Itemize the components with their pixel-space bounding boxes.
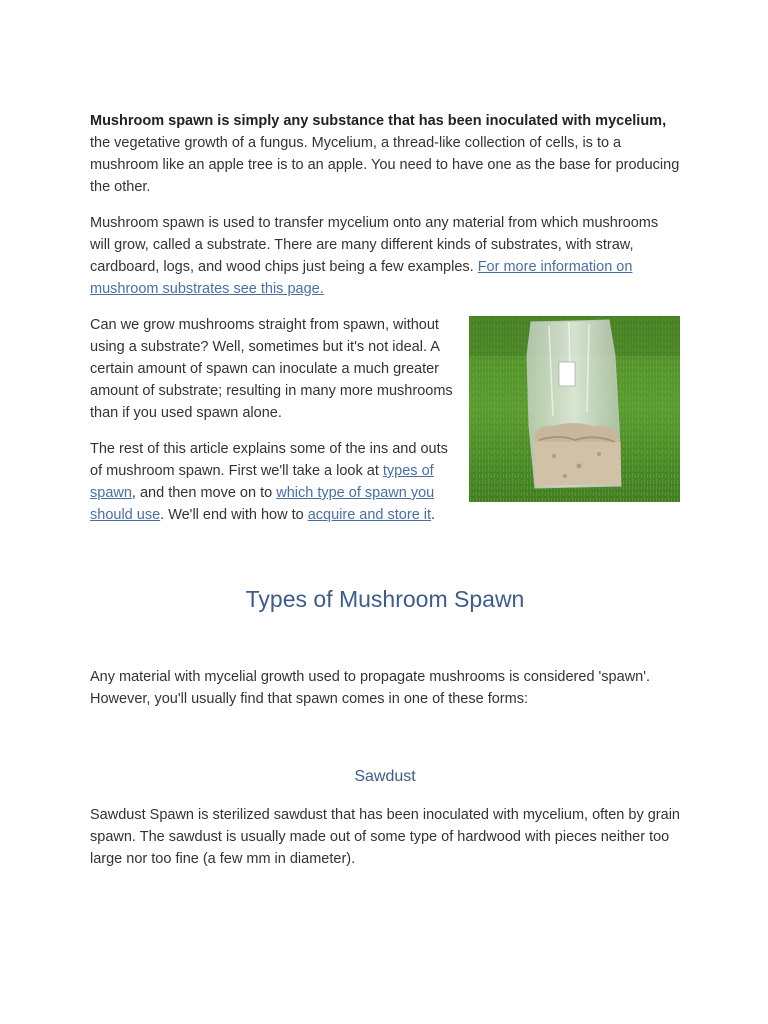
types-heading: Types of Mushroom Spawn xyxy=(245,586,525,612)
overview-text-3: . We'll end with how to xyxy=(160,507,308,523)
spawn-bag-image xyxy=(469,316,680,502)
sawdust-heading: Sawdust xyxy=(354,768,416,785)
intro-bold-lead: Mushroom spawn is simply any substance that has been inoculated with mycelium, xyxy=(90,113,667,129)
substrate-text: Mushroom spawn is used to transfer mycelium onto any material from which mushrooms will grow, called a substrate. There are many different kinds of substrates, with straw, cardboard, logs, and wood chips just being a few examples. xyxy=(90,215,659,275)
sawdust-paragraph: Sawdust Spawn is sterilized sawdust that has been inoculated with mycelium, often by grain spawn. The sawdust is usually made out of some type of hardwood with pieces neither too large nor too fine (a few mm in diameter). xyxy=(90,807,680,867)
spawn-bag-photo xyxy=(469,316,680,502)
acquire-store-link[interactable]: acquire and store it xyxy=(307,507,432,523)
article xyxy=(90,110,680,884)
overview-text-2: , and then move on to xyxy=(131,485,277,501)
types-of-spawn-link[interactable]: types of spawn xyxy=(90,463,434,501)
which-type-link[interactable]: which type of spawn you should use xyxy=(90,485,435,523)
substrates-link[interactable]: For more information on mushroom substrates see this page. xyxy=(90,259,633,297)
intro-paragraph xyxy=(90,110,680,198)
types-paragraph: Any material with mycelial growth used to propagate mushrooms is considered 'spawn'. However, you'll usually find that spawn comes in one of these forms: xyxy=(90,669,651,707)
overview-text-1: The rest of this article explains some of the ins and outs of mushroom spawn. First we'll take a look at xyxy=(90,441,448,479)
overview-text-4: . xyxy=(431,507,436,523)
intro-text: the vegetative growth of a fungus. Mycelium, a thread-like collection of cells, is to a mushroom like an apple tree is to an apple. You need to have one as the base for producing the other. xyxy=(90,135,680,195)
substrate-question-paragraph: Can we grow mushrooms straight from spawn, without using a substrate? Well, sometimes but it's not ideal. A certain amount of spawn can inoculate a much greater amount of substrate; resulting in many more mushrooms than if you used spawn alone. xyxy=(90,317,453,421)
substrate-paragraph xyxy=(90,212,680,300)
